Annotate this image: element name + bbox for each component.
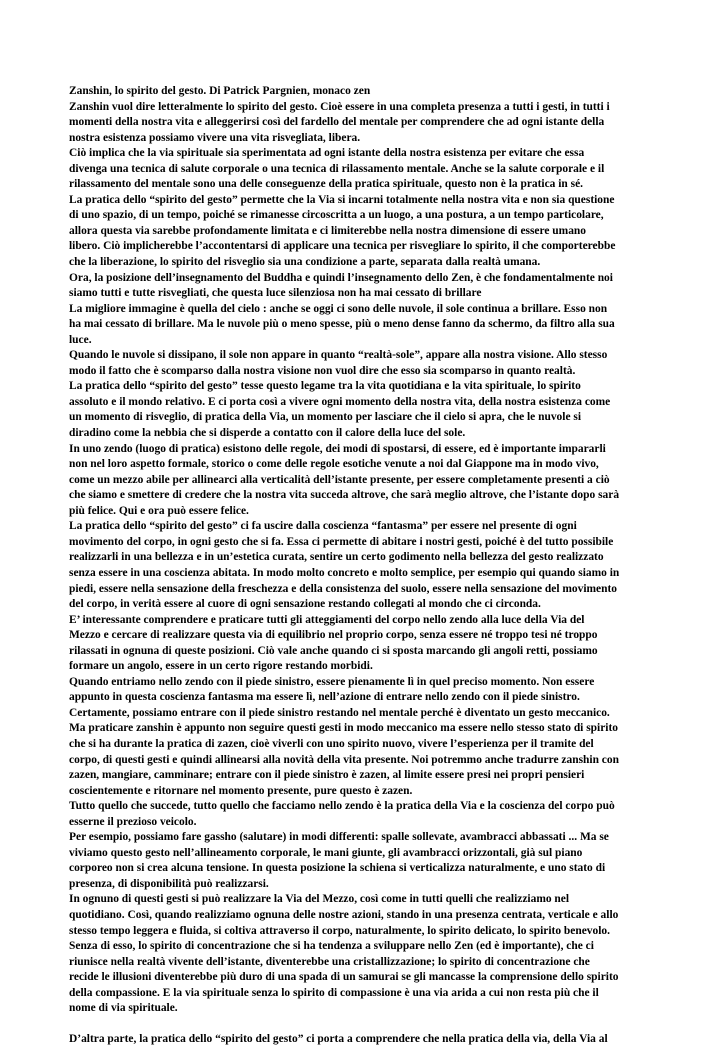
text-line: Quando entriamo nello zendo con il piede sinistro, essere pienamente lì in quel preciso momento. Non essere (69, 675, 595, 688)
text-line: libero. Ciò implicherebbe l’accontentarsi di applicare una tecnica per risvegliare lo spirito, il che comporterebbe (69, 240, 616, 253)
text-line: corporeo non si crea alcuna tensione. In questa posizione la schiena si verticalizza naturalmente, e uno stato di (69, 862, 606, 875)
text-line: che siamo e smettere di credere che la nostra vita succeda altrove, che sarà meglio altrove, che l’istante dopo sarà (69, 489, 620, 502)
text-line: Ciò implica che la via spirituale sia sperimentata ad ogni istante della nostra esistenza per evitare che essa (69, 147, 585, 160)
document-page (69, 84, 659, 1048)
text-line: coscientemente e ritornare nel momento presente, pure questo è zazen. (69, 784, 413, 797)
text-line: che si ha durante la pratica di zazen, cioè viverli con uno spirito nuovo, vivere l’esperienza per il tramite del (69, 737, 594, 750)
text-line: Tutto quello che succede, tutto quello che facciamo nello zendo è la pratica della Via e la coscienza del corpo può (69, 800, 615, 813)
text-line: più felice. Qui e ora può essere felice. (69, 504, 249, 517)
text-line: nome di via spirituale. (69, 1002, 178, 1015)
text-line: come un mezzo abile per allinearci alla verticalità dell’istante presente, per essere completamente presenti a ciò (69, 473, 610, 486)
text-line: La pratica dello “spirito del gesto” permette che la Via si incarni totalmente nella nostra vita e non sia questione (69, 193, 615, 206)
text-line: Senza di esso, lo spirito di concentrazione che si ha tendenza a sviluppare nello Zen (ed è importante), che ci (69, 940, 594, 953)
text-line: rilassamento del mentale sono una delle conseguenze della pratica spirituale, questo non è la pratica in sé. (69, 178, 584, 191)
text-line: movimento del corpo, in ogni gesto che si fa. Essa ci permette di abitare i nostri gesti, poiché è del tutto possibile (69, 535, 614, 548)
text-line: Zanshin vuol dire letteralmente lo spirito del gesto. Cioè essere in una completa presenza a tutti i gesti, in tutti i (69, 100, 610, 113)
text-line: Ora, la posizione dell’insegnamento del Buddha e quindi l’insegnamento dello Zen, è che fondamentalmente noi (69, 271, 613, 284)
paragraph-gap (69, 1017, 659, 1033)
text-line: Quando le nuvole si dissipano, il sole non appare in quanto “realtà-sole”, appare alla nostra visione. Allo stesso (69, 349, 608, 362)
text-line: formare un angolo, essere in un certo rigore restando morbidi. (69, 660, 373, 673)
text-line: quotidiano. Così, quando realizziamo ognuna delle nostre azioni, stando in una presenza centrata, verticale e allo (69, 908, 619, 921)
text-line: Per esempio, possiamo fare gassho (salutare) in modi differenti: spalle sollevate, avambracci abbassati ... Ma se (69, 831, 609, 844)
text-line: del corpo, in verità essere al cuore di ogni sensazione restando collegati al mondo che ci circonda. (69, 598, 541, 611)
text-line: non nel loro aspetto formale, storico o come delle regole esotiche venute a noi dal Giappone ma in modo vivo, (69, 458, 599, 471)
text-line: E’ interessante comprendere e praticare tutti gli atteggiamenti del corpo nello zendo alla luce della Via del (69, 613, 585, 626)
text-line: un momento di risveglio, di pratica della Via, un momento per lasciare che il cielo si apra, che le nuvole si (69, 411, 582, 424)
text-line: siamo tutti e tutte risvegliati, che questa luce silenziosa non ha mai cessato di brillare (69, 287, 482, 300)
text-line: presenza, di disponibilità può realizzarsi. (69, 877, 269, 890)
text-line: nostra esistenza possiamo vivere una vita risvegliata, libera. (69, 131, 361, 144)
text-line: La pratica dello “spirito del gesto” tesse questo legame tra la vita quotidiana e la vita spirituale, lo spirito (69, 380, 581, 393)
text-line: riunisce nella realtà vivente dell’istante, diventerebbe una cristallizzazione; lo spirito di concentrazione che (69, 955, 590, 968)
text-line: momenti della nostra vita e alleggerirsi così del fardello del mentale per comprendere che ad ogni istante della (69, 116, 605, 129)
text-line: che la liberazione, lo spirito del risveglio sia una condizione a parte, separata dalla realtà umana. (69, 256, 541, 269)
text-line: In uno zendo (luogo di pratica) esistono delle regole, dei modi di spostarsi, di essere, ed è importante impararli (69, 442, 606, 455)
text-line: La pratica dello “spirito del gesto” ci fa uscire dalla coscienza “fantasma” per essere nel presente di ogni (69, 520, 577, 533)
text-line: esserne il prezioso veicolo. (69, 815, 197, 828)
text-line: senza essere in una coscienza abitata. In modo molto concreto e molto semplice, per esempio qui quando siamo in (69, 566, 620, 579)
text-line: viviamo questo gesto nell’allineamento corporale, le mani giunte, gli avambracci orizzontali, già sul piano (69, 846, 583, 859)
text-line: divenga una tecnica di salute corporale o una tecnica di rilassamento mentale. Anche se la salute corporale e il (69, 162, 605, 175)
text-line: luce. (69, 333, 92, 346)
text-line: D’altra parte, la pratica dello “spirito del gesto” ci porta a comprendere che nella pratica della via, della Via al (69, 1033, 608, 1046)
text-line: piedi, essere nella sensazione della freschezza e della consistenza del suolo, essere nella sensazione del movimento (69, 582, 617, 595)
text-line: Certamente, possiamo entrare con il piede sinistro restando nel mentale perché è diventato un gesto meccanico. (69, 706, 610, 719)
document-title: Zanshin, lo spirito del gesto. Di Patrick Pargnien, monaco zen (69, 85, 371, 97)
text-line: della compassione. E la via spirituale senza lo spirito di compassione è una via arida a cui non resta più che il (69, 986, 599, 999)
text-line: assoluto e il mondo relativo. E ci porta così a vivere ogni momento della nostra vita, della nostra esistenza come (69, 395, 611, 408)
text-line: di uno spazio, di un tempo, poiché se rimanesse circoscritta a un luogo, a una postura, a un tempo particolare, (69, 209, 604, 222)
text-line: rilassati in ognuna di queste posizioni. Ciò vale anche quando ci si sposta marcando gli angoli retti, possiamo (69, 644, 598, 657)
text-line: Mezzo e cercare di realizzare questa via di equilibrio nel proprio corpo, senza essere né troppo tesi né troppo (69, 629, 598, 642)
text-line: stesso tempo leggera e fluida, si coltiva attraverso il corpo, naturalmente, lo spirito delicato, lo spirito benevolo. (69, 924, 610, 937)
text-line: appunto in questa coscienza fantasma ma essere lì, nell’azione di entrare nello zendo con il piede sinistro. (69, 691, 580, 704)
text-line: La migliore immagine è quella del cielo : anche se oggi ci sono delle nuvole, il sole continua a brillare. Esso non (69, 302, 608, 315)
text-line: zazen, mangiare, camminare; entrare con il piede sinistro è zazen, al limite essere presi nei propri pensieri (69, 769, 585, 782)
text-line: diradino come la nebbia che si disperde a contatto con il calore della luce del sole. (69, 427, 466, 440)
text-line: Ma praticare zanshin è appunto non seguire questi gesti in modo meccanico ma essere nello stesso stato di spirito (69, 722, 618, 735)
text-line: In ognuno di questi gesti si può realizzare la Via del Mezzo, così come in tutti quelli che realizziamo nel (69, 893, 570, 906)
text-line: allora questa via sarebbe profondamente limitata e ci limiterebbe nella nostra dimensione di essere umano (69, 224, 586, 237)
text-line: modo il fatto che è scomparso dalla nostra visione non vuol dire che esso sia scomparso in quanto realtà. (69, 364, 576, 377)
text-line: recide le illusioni diventerebbe più duro di una spada di un samurai se gli mancasse la comprensione dello spirito (69, 971, 619, 984)
text-line: realizzarli in una bellezza e in un’estetica curata, sentire un certo godimento nella bellezza del gesto realizzato (69, 551, 604, 564)
text-line: ha mai cessato di brillare. Ma le nuvole più o meno spesse, più o meno dense fanno da schermo, da filtro alla sua (69, 318, 615, 331)
text-line: corpo, di questi gesti e quindi allinearsi alla novità della vita presente. Noi potremmo anche tradurre zanshin con (69, 753, 619, 766)
